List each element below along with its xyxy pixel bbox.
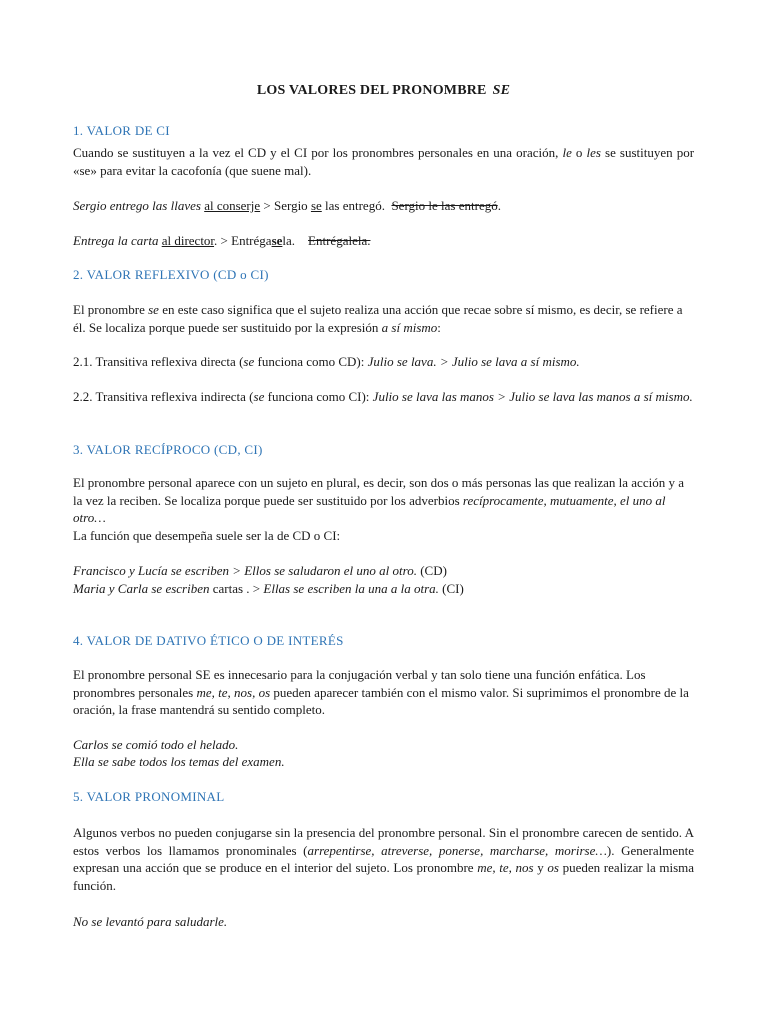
section-5-example-1: No se levantó para saludarle.: [73, 914, 228, 929]
section-4-heading: 4. VALOR DE DATIVO ÉTICO O DE INTERÉS: [73, 633, 344, 648]
section-5-paragraph: Algunos verbos no pueden conjugarse sin la presencia del pronombre personal. Sin el pronombre carecen de sentido. A estos verbos los llamamos pronominales (arrepentirse, atreverse, ponerse, marcharse, morirse…). Generalmente expresan una acción que se produce en el interior del sujeto. Los pronombre me, te, nos y os pueden realizar la misma función.: [73, 825, 695, 893]
section-3-function-note: La función que desempeña suele ser la de CD o CI:: [73, 528, 341, 543]
section-3-example-2: Maria y Carla se escriben cartas . > Ellas se escriben la una a la otra. (CI): [73, 581, 464, 596]
section-3-paragraph: El pronombre personal aparece con un sujeto en plural, es decir, son dos o más personas las que realizan la acción y a la vez la reciben. Se localiza porque puede ser sustituido por los adverbios recíprocamente, mutuamente, el uno al otro…: [73, 475, 684, 525]
section-5-heading: 5. VALOR PRONOMINAL: [73, 789, 225, 804]
section-2-paragraph: El pronombre se en este caso significa que el sujeto realiza una acción que recae sobre sí mismo, es decir, se refiere a él. Se localiza porque puede ser sustituido por la expresión a sí mismo:: [73, 302, 683, 335]
section-1-paragraph: Cuando se sustituyen a la vez el CD y el CI por los pronombres personales en una oración, le o les se sustituyen por «se» para evitar la cacofonía (que suene mal).: [73, 145, 695, 178]
section-2-item-1: 2.1. Transitiva reflexiva directa (se funciona como CD): Julio se lava. > Julio se lava a sí mismo.: [73, 354, 580, 369]
section-1-heading: 1. VALOR DE CI: [73, 123, 170, 138]
section-4-example-1: Carlos se comió todo el helado.: [73, 737, 239, 752]
page-title: LOS VALORES DEL PRONOMBRE SE: [256, 83, 511, 98]
section-3-example-1: Francisco y Lucía se escriben > Ellos se saludaron el uno al otro. (CD): [73, 563, 447, 578]
section-1-example-1: Sergio entrego las llaves al conserje > Sergio se las entregó. Sergio le las entregó.: [73, 198, 501, 213]
section-2-heading: 2. VALOR REFLEXIVO (CD o CI): [73, 267, 269, 282]
section-4-paragraph: El pronombre personal SE es innecesario para la conjugación verbal y tan solo tiene una función enfática. Los pronombres personales me, te, nos, os pueden aparecer también con el mismo valor. Si suprimimos el pronombre de la oración, la frase mantendrá su sentido completo.: [73, 667, 689, 717]
section-1-example-2: Entrega la carta al director. > Entrégasela. Entrégalela.: [73, 233, 371, 248]
section-3-heading: 3. VALOR RECÍPROCO (CD, CI): [73, 442, 263, 457]
section-4-example-2: Ella se sabe todos los temas del examen.: [73, 754, 285, 769]
section-2-item-2: 2.2. Transitiva reflexiva indirecta (se funciona como CI): Julio se lava las manos > Julio se lava las manos a sí mismo.: [73, 389, 693, 404]
